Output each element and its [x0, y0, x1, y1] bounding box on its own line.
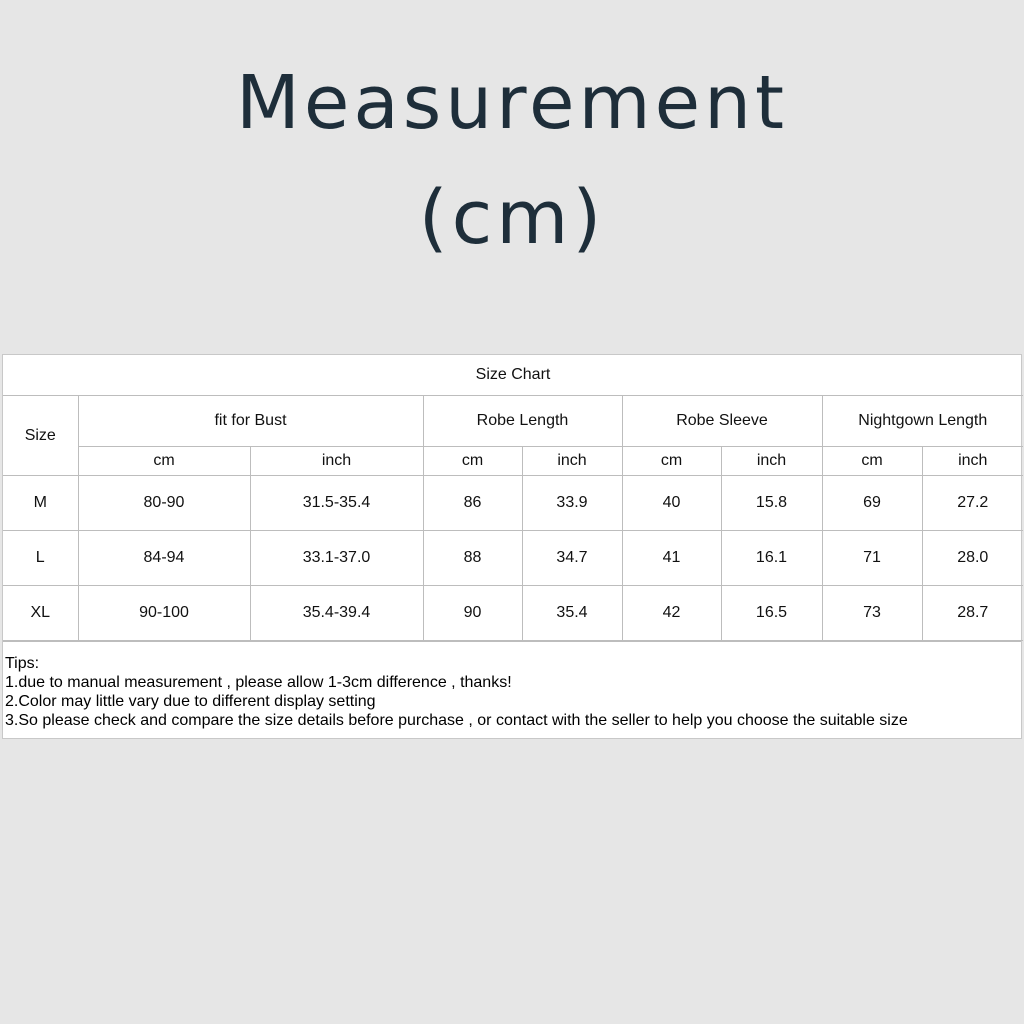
tip-item: 1.due to manual measurement , please allow 1-3cm difference , thanks! — [5, 674, 512, 691]
size-column-header: Size — [3, 396, 78, 476]
table-cell: 42 — [622, 586, 721, 641]
tips-heading: Tips: — [5, 655, 40, 672]
table-row — [3, 531, 1023, 586]
table-cell: 90-100 — [78, 586, 250, 641]
table-cell: 35.4-39.4 — [250, 586, 423, 641]
table-cell: 31.5-35.4 — [250, 476, 423, 531]
size-cell: M — [3, 476, 78, 531]
table-cell: 86 — [423, 476, 522, 531]
table-cell: 80-90 — [78, 476, 250, 531]
table-cell: 33.1-37.0 — [250, 531, 423, 586]
tip-item: 3.So please check and compare the size details before purchase , or contact with the seller to help you choose the suitable size — [5, 712, 908, 729]
unit-header: inch — [522, 447, 622, 476]
table-cell: 69 — [822, 476, 922, 531]
unit-header: inch — [721, 447, 822, 476]
table-cell: 16.1 — [721, 531, 822, 586]
table-row — [3, 586, 1023, 641]
table-cell: 40 — [622, 476, 721, 531]
unit-header: cm — [78, 447, 250, 476]
unit-header: cm — [822, 447, 922, 476]
group-header-robe-length: Robe Length — [423, 396, 622, 447]
table-cell: 90 — [423, 586, 522, 641]
table-cell: 15.8 — [721, 476, 822, 531]
table-cell: 28.0 — [922, 531, 1023, 586]
unit-header: inch — [922, 447, 1023, 476]
size-cell: XL — [3, 586, 78, 641]
table-cell: 71 — [822, 531, 922, 586]
unit-header: cm — [423, 447, 522, 476]
table-cell: 34.7 — [522, 531, 622, 586]
size-chart-caption: Size Chart — [3, 355, 1023, 396]
table-cell: 28.7 — [922, 586, 1023, 641]
unit-header: inch — [250, 447, 423, 476]
unit-header: cm — [622, 447, 721, 476]
table-cell: 41 — [622, 531, 721, 586]
page-title-line-1: Measurement — [235, 60, 789, 146]
size-chart-table — [3, 355, 1023, 641]
tips-section — [3, 641, 1021, 738]
size-chart-panel — [2, 354, 1022, 739]
table-cell: 35.4 — [522, 586, 622, 641]
tip-item: 2.Color may little vary due to different display setting — [5, 693, 376, 710]
table-cell: 16.5 — [721, 586, 822, 641]
table-cell: 33.9 — [522, 476, 622, 531]
table-cell: 84-94 — [78, 531, 250, 586]
table-cell: 27.2 — [922, 476, 1023, 531]
page-title-line-2: (cm) — [418, 175, 606, 261]
group-header-bust: fit for Bust — [78, 396, 423, 447]
table-cell: 88 — [423, 531, 522, 586]
group-header-nightgown-length: Nightgown Length — [822, 396, 1023, 447]
group-header-robe-sleeve: Robe Sleeve — [622, 396, 822, 447]
size-cell: L — [3, 531, 78, 586]
table-cell: 73 — [822, 586, 922, 641]
table-row — [3, 476, 1023, 531]
